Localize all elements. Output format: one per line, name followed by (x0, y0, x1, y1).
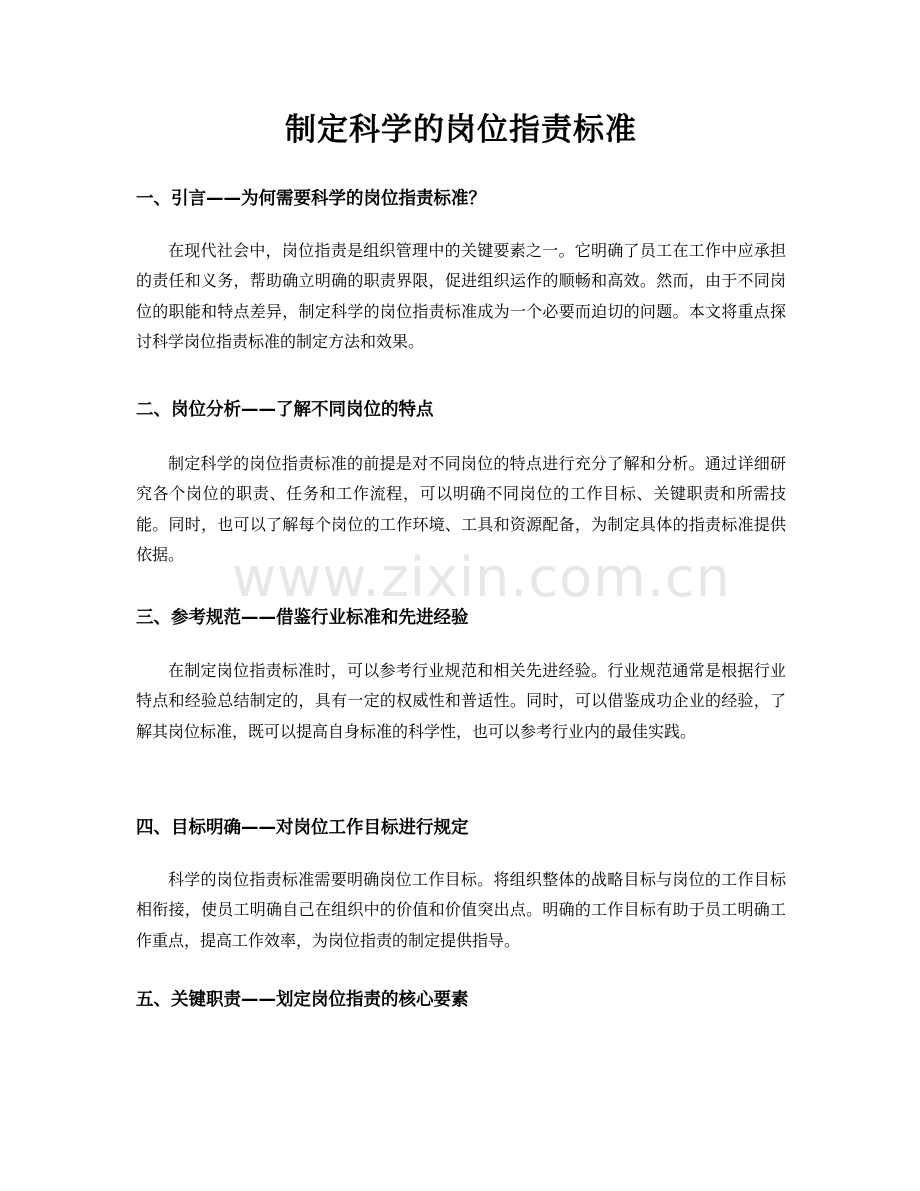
section-heading-reference-standards: 三、参考规范——借鉴行业标准和先进经验 (136, 608, 469, 628)
document-title: 制定科学的岗位指责标准 (285, 112, 637, 148)
section-paragraph-clear-goals: 科学的岗位指责标准需要明确岗位工作目标。将组织整体的战略目标与岗位的工作目标相衔接，使员工明确自己在组织中的价值和价值突出点。明确的工作目标有助于员工明确工作重点，提高工作效率，为岗位指责的制定提供指导。 (136, 870, 786, 950)
section-heading-key-duties: 五、关键职责——划定岗位指责的核心要素 (136, 990, 469, 1010)
section-paragraph-job-analysis: 制定科学的岗位指责标准的前提是对不同岗位的特点进行充分了解和分析。通过详细研究各个岗位的职责、任务和工作流程，可以明确不同岗位的工作目标、关键职责和所需技能。同时，也可以了解每个岗位的工作环境、工具和资源配备，为制定具体的指责标准提供依据。 (136, 454, 786, 565)
section-heading-introduction: 一、引言——为何需要科学的岗位指责标准？ (136, 189, 486, 209)
section-heading-clear-goals: 四、目标明确——对岗位工作目标进行规定 (136, 818, 469, 838)
section-paragraph-introduction: 在现代社会中，岗位指责是组织管理中的关键要素之一。它明确了员工在工作中应承担的责任和义务，帮助确立明确的职责界限，促进组织运作的顺畅和高效。然而，由于不同岗位的职能和特点差异，制定科学的岗位指责标准成为一个必要而迫切的问题。本文将重点探讨科学岗位指责标准的制定方法和效果。 (136, 241, 786, 352)
section-paragraph-reference-standards: 在制定岗位指责标准时，可以参考行业规范和相关先进经验。行业规范通常是根据行业特点和经验总结制定的，具有一定的权威性和普适性。同时，可以借鉴成功企业的经验，了解其岗位标准，既可以提高自身标准的科学性，也可以参考行业内的最佳实践。 (136, 661, 786, 741)
section-heading-job-analysis: 二、岗位分析——了解不同岗位的特点 (136, 400, 434, 420)
watermark-text: www.zixin.com.cn (232, 546, 731, 609)
